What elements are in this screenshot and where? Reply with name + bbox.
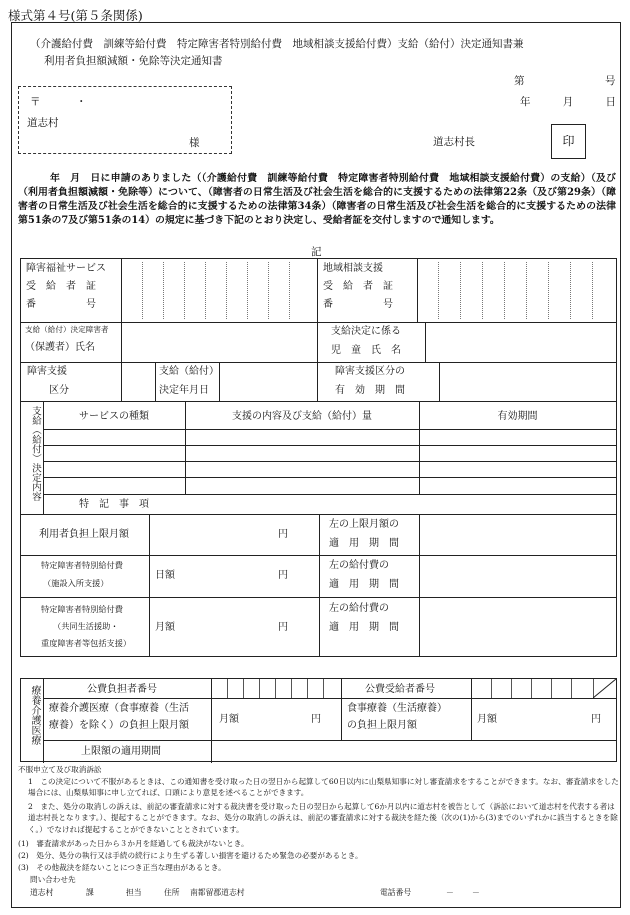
honorific: 様 (189, 137, 200, 149)
care-limit-label-2: 療養）を除く）の負担上限月額 (49, 720, 189, 731)
date-month: 月 (562, 96, 574, 108)
welfare-cert-label (26, 262, 120, 311)
community-cert-label-2: 受 給 者 証 (323, 281, 393, 292)
limit-yen: 円 (278, 529, 288, 540)
contact-phone-dash-2: － (472, 888, 480, 897)
appeal-sub-1: (1) 審査請求があった日から３か月を経過しても裁決がないとき。 (18, 839, 249, 848)
community-cert-label-3: 番 号 (323, 299, 393, 310)
meal-monthly-label: 月額 (477, 714, 497, 725)
ki-mark: 記 (311, 246, 322, 258)
welfare-cert-label-1: 障害福祉サービス (26, 263, 106, 274)
child-name-label-2: 児 童 氏 名 (331, 345, 401, 356)
group-home-period-label-1: 左の給付費の (329, 603, 389, 614)
contact-heading: 問い合わせ先 (30, 875, 76, 884)
issue-date (520, 94, 616, 109)
postal-mark: 〒 (30, 96, 41, 108)
notice-title-line1: （介護給付費 訓練等給付費 特定障害者特別給付費 地域相談支援給付費）支給（給付）決定通知書兼 (30, 38, 524, 50)
decision-date-label-1: 支給（給付） (159, 366, 219, 377)
number-label: 第 (514, 75, 525, 87)
decision-date-label (159, 365, 219, 397)
facility-benefit-label (41, 560, 149, 588)
postal-dot: ・ (76, 96, 87, 108)
meal-limit-label (347, 702, 471, 732)
support-class-label (27, 365, 121, 397)
decided-person-label (25, 325, 121, 354)
facility-benefit-label-2: （施設入所支援） (43, 577, 109, 588)
support-class-label-1: 障害支援 (27, 366, 67, 377)
group-home-benefit-label-1: 特定障害者特別給付費 (41, 604, 123, 614)
facility-period-label-2: 適 用 期 間 (329, 579, 399, 590)
col-service-header: サービスの種類 (79, 411, 149, 422)
class-valid-label-1: 障害支援区分の (335, 366, 405, 377)
appeal-item-2: 2 また、処分の取消しの訴えは、前記の審査請求に対する裁決書を受け取った日の翌日から起算して6か月以内に道志村を被告として（訴訟において道志村を代表する者は道志村長となります。）、提起することができます。なお、処分の取消しの訴えは、前記の審査請求に対する裁決を経た後（次の(1)から(3)までのいずれかに該当するときを除く。）でなければ提起することができないこととされています。 (28, 802, 618, 834)
contact-village: 道志村 (30, 888, 54, 897)
appeal-sub-3: (3) その他裁決を経ないことにつき正当な理由があるとき。 (18, 863, 226, 872)
issuer-mayor: 道志村長 (433, 136, 475, 148)
decision-date-label-2: 決定年月日 (159, 385, 209, 396)
community-cert-label-1: 地域相談支援 (323, 263, 383, 274)
recipient-number-label: 公費受給者番号 (365, 684, 435, 695)
facility-period-label (329, 559, 419, 591)
decided-person-label-1: 支給（給付）決定障害者 (25, 325, 109, 334)
number-suffix: 号 (605, 75, 616, 87)
contact-section: 課 (86, 888, 94, 897)
date-day: 日 (605, 96, 616, 108)
seal-box: 印 (551, 124, 586, 159)
col-content-header: 支援の内容及び支給（給付）量 (232, 411, 372, 422)
group-home-benefit-label (41, 601, 149, 652)
group-home-period-label (329, 602, 419, 634)
group-home-monthly-label: 月額 (155, 622, 175, 633)
facility-yen: 円 (278, 570, 288, 581)
limit-period-label: 上限額の適用期間 (81, 746, 161, 757)
facility-daily-label: 日額 (155, 570, 175, 581)
form-label: 様式第４号(第５条関係) (8, 8, 143, 23)
limit-period-label (329, 518, 419, 550)
decided-person-label-2: （保護者）氏名 (25, 341, 95, 353)
notice-title-line2: 利用者負担額減額・免除等決定通知書 (44, 55, 223, 67)
limit-period-label-1: 左の上限月額の (329, 519, 399, 530)
contact-person: 担当 (126, 888, 142, 897)
child-name-label-1: 支給決定に係る (331, 326, 401, 337)
welfare-cert-label-2: 受 給 者 証 (26, 281, 96, 292)
appeal-item-1: 1 この決定について不服があるときは、この通知書を受け取った日の翌日から起算して60日以内に山梨県知事に対し審査請求をすることができます。なお、審査請求をした場合には、山梨県知事に申し立てれば、口頭により意見を述べることができます。 (28, 777, 619, 798)
meal-limit-label-2: の負担上限月額 (347, 720, 417, 731)
date-year: 年 (520, 96, 531, 108)
special-notes-label: 特 記 事 項 (79, 499, 149, 510)
class-valid-label-2: 有 効 期 間 (335, 385, 405, 396)
welfare-cert-label-3: 番 号 (26, 299, 96, 310)
class-valid-label (335, 365, 439, 397)
payer-number-label: 公費負担者番号 (87, 684, 157, 695)
contact-phone-dash-1: － (446, 888, 454, 897)
appeal-heading: 不服申立て及び取消訴訟 (18, 765, 102, 774)
decision-content-side-label: 支給（給付）決定内容 (30, 406, 41, 501)
care-limit-label (49, 702, 211, 732)
medical-care-side-label: 療養介護医療 (29, 685, 40, 745)
community-cert-label (323, 262, 417, 311)
appeal-sub-2: (2) 処分、処分の執行又は手続の続行により生ずる著しい損害を避けるため緊急の必要があるとき。 (18, 851, 363, 860)
facility-benefit-label-1: 特定障害者特別給付費 (41, 560, 123, 570)
decision-content-table (20, 402, 617, 515)
limit-period-label-2: 適 用 期 間 (329, 538, 399, 549)
col-period-header: 有効期間 (497, 411, 538, 422)
limit-label: 利用者負担上限月額 (39, 529, 129, 540)
group-home-benefit-label-2: （共同生活援助・ (53, 621, 119, 631)
care-monthly-label: 月額 (219, 714, 239, 725)
contact-address-label: 住所 (164, 888, 180, 897)
care-limit-label-1: 療養介護医療（食事療養（生活 (49, 703, 189, 714)
medical-care-table (20, 678, 617, 762)
meal-yen: 円 (591, 714, 601, 725)
recipient-info-table (20, 258, 617, 402)
facility-period-label-1: 左の給付費の (329, 560, 389, 571)
burden-limit-table (20, 515, 617, 657)
notice-body: 年 月 日に申請のありました（（介護給付費 訓練等給付費 特定障害者特別給付費 地域相談支援給付費）の支給）（及び（利用者負担額減額・免除等）について、（障害者の日常生活及び社会生活を総合的に支援するための法律第22条（及び第29条）（障害者の日常生活及び社会生活を総合的に支援するための法律第34条）（障害者の日常生活及び社会生活を総合的に支援するための法律第51条の7及び第51条の14）の規定に基づき下記のとおり決定し、受給者証を交付しますので通知します。 (18, 173, 616, 226)
contact-address: 南都留郡道志村 (190, 888, 245, 897)
diagonal-slash (593, 679, 616, 698)
contact-phone-label: 電話番号 (380, 888, 412, 897)
contact-row (30, 887, 590, 898)
child-name-label (331, 325, 425, 357)
group-home-period-label-2: 適 用 期 間 (329, 622, 399, 633)
group-home-benefit-label-3: 重度障害者等包括支援） (41, 638, 132, 648)
address-village: 道志村 (27, 117, 59, 129)
meal-limit-label-1: 食事療養（生活療養） (347, 703, 447, 714)
care-yen: 円 (311, 714, 321, 725)
group-home-yen: 円 (278, 622, 288, 633)
support-class-label-2: 区分 (49, 385, 69, 396)
